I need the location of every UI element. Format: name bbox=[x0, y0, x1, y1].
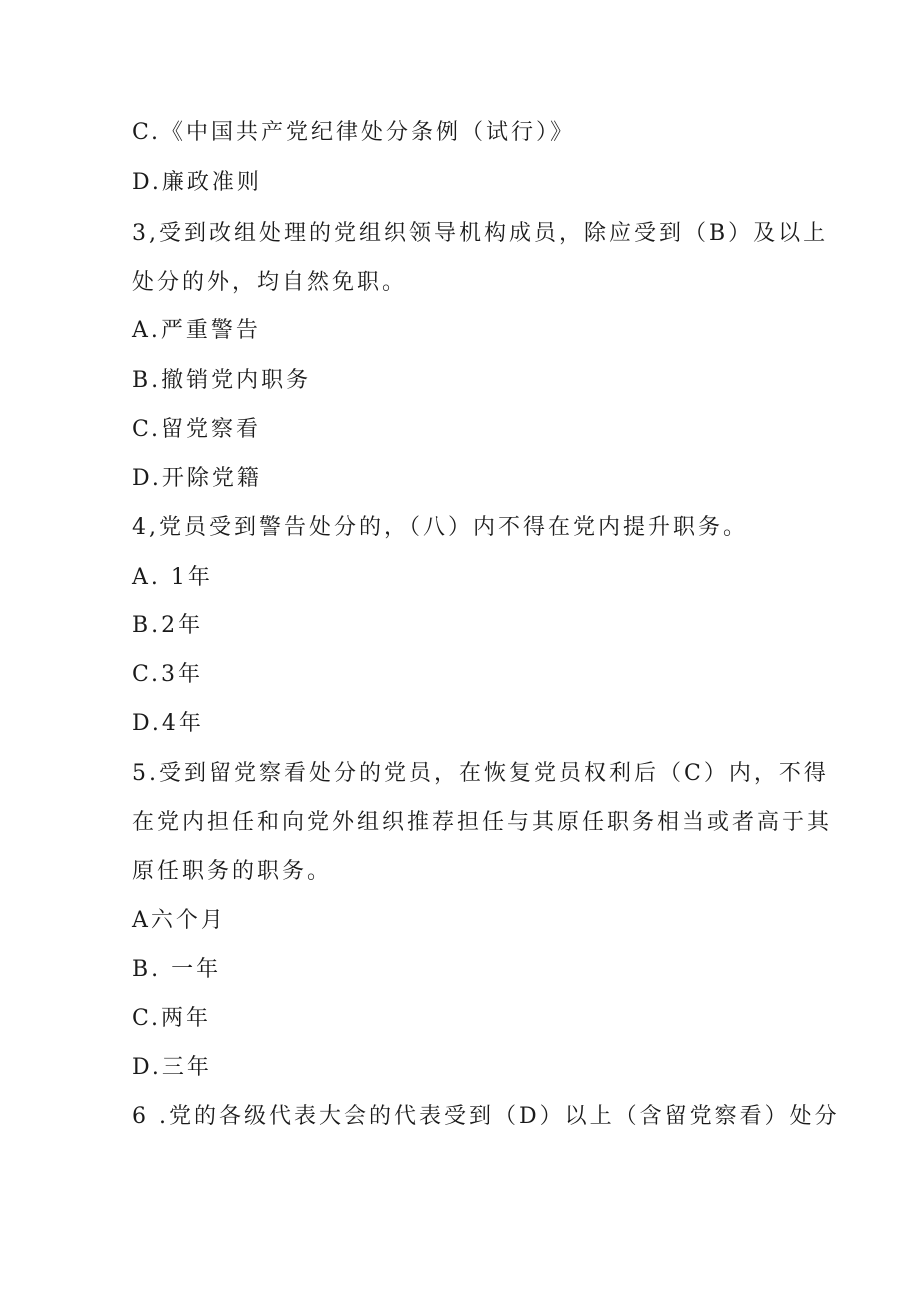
option-d-line: D.开除党籍 bbox=[132, 466, 262, 491]
option-d-line: D.廉政准则 bbox=[132, 170, 262, 195]
option-b-line: B.撤销党内职务 bbox=[132, 368, 312, 393]
option-c-line: C.留党察看 bbox=[132, 417, 262, 442]
question-6-line: 6 .党的各级代表大会的代表受到（D）以上（含留党察看）处分 bbox=[132, 1104, 840, 1129]
option-d-line: D.4年 bbox=[132, 711, 204, 736]
question-3-line-1: 3,受到改组处理的党组织领导机构成员，除应受到（B）及以上 bbox=[132, 221, 829, 246]
option-d-line: D.三年 bbox=[132, 1055, 212, 1080]
question-4-line: 4,党员受到警告处分的，（八）内不得在党内提升职务。 bbox=[132, 515, 748, 540]
option-c-line: C.《中国共产党纪律处分条例（试行）》 bbox=[132, 120, 576, 145]
option-b-line: B. 一年 bbox=[132, 957, 222, 982]
question-5-line-1: 5.受到留党察看处分的党员，在恢复党员权利后（C）内，不得 bbox=[132, 761, 829, 786]
option-a-line: A.严重警告 bbox=[132, 318, 261, 343]
question-5-line-3: 原任职务的职务。 bbox=[132, 859, 333, 884]
option-c-line: C.3年 bbox=[132, 662, 204, 687]
question-5-line-2: 在党内担任和向党外组织推荐担任与其原任职务相当或者高于其 bbox=[132, 810, 833, 835]
option-a-line: A. 1年 bbox=[132, 565, 213, 590]
question-3-line-2: 处分的外，均自然免职。 bbox=[132, 270, 408, 295]
option-c-line: C.两年 bbox=[132, 1006, 212, 1031]
option-b-line: B.2年 bbox=[132, 613, 204, 638]
option-a-line: A六个月 bbox=[132, 908, 226, 933]
